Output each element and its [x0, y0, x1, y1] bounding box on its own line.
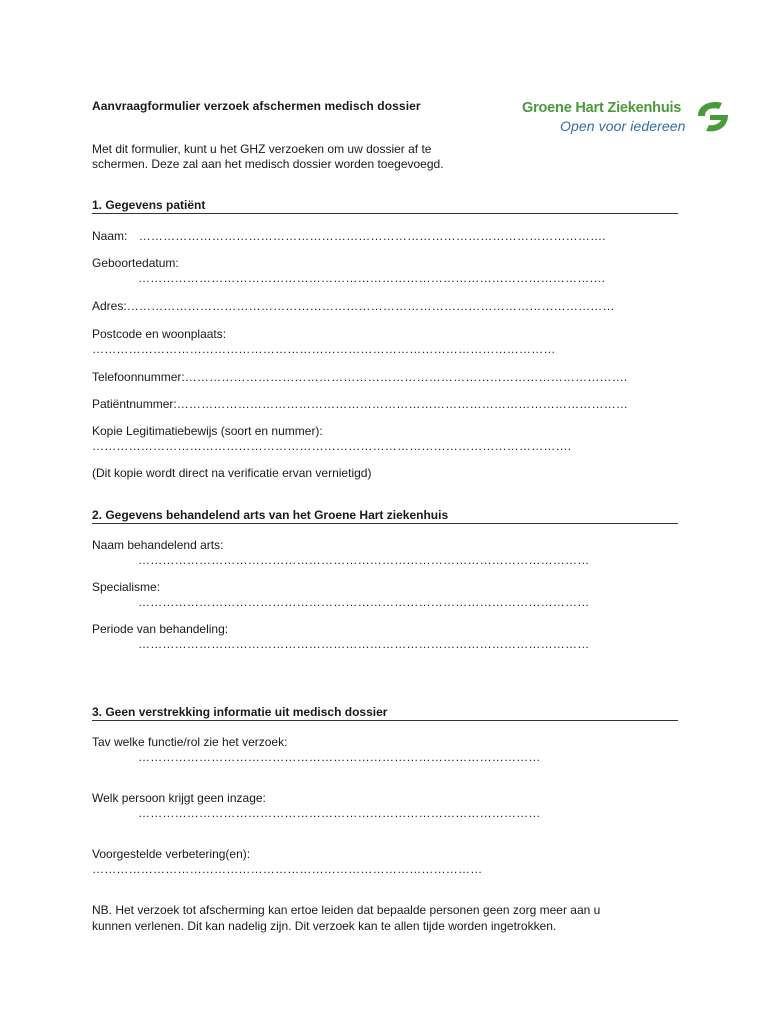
kopie-label: Kopie Legitimatiebewijs (soort en nummer):	[92, 424, 323, 438]
naam-field[interactable]: …………………………………………………………………………………………………….	[138, 229, 606, 243]
persoon-label: Welk persoon krijgt geen inzage:	[92, 791, 266, 805]
hospital-logo	[522, 96, 732, 140]
geboortedatum-label: Geboortedatum:	[92, 256, 179, 270]
persoon-field[interactable]: ………………………………………………………………………………………	[138, 806, 541, 820]
patientnummer-row	[92, 397, 628, 411]
verbetering-label: Voorgestelde verbetering(en):	[92, 847, 251, 861]
telefoon-field[interactable]: ……………………………………………………………………………………………….	[184, 370, 628, 384]
adres-field[interactable]: …………………………………………………………………………………………………………	[126, 299, 615, 313]
section-3-heading: 3. Geen verstrekking informatie uit medisch dossier	[92, 705, 678, 721]
adres-row	[92, 299, 615, 313]
patientnummer-field[interactable]: …………………………………………………………………………………………………	[176, 397, 629, 411]
section-2-heading: 2. Gegevens behandelend arts van het Groene Hart ziekenhuis	[92, 508, 678, 524]
patientnummer-label: Patiëntnummer:	[92, 397, 177, 411]
intro-line-1: Met dit formulier, kunt u het GHZ verzoeken om uw dossier af te	[92, 142, 432, 156]
arts-label: Naam behandelend arts:	[92, 538, 224, 552]
document-title: Aanvraagformulier verzoek afschermen medisch dossier	[92, 99, 421, 113]
naam-label: Naam:	[92, 229, 128, 243]
intro-text	[92, 142, 512, 172]
logo-tagline: Open voor iedereen	[560, 118, 686, 134]
postcode-label: Postcode en woonplaats:	[92, 327, 227, 341]
kopie-field[interactable]: ……………………………………………………………………………………………………….	[92, 439, 572, 453]
section-1-heading: 1. Gegevens patiënt	[92, 198, 678, 214]
geboortedatum-field[interactable]: …………………………………………………………………………………………………….	[138, 271, 606, 285]
arts-field[interactable]: …………………………………………………………………………………………………	[138, 553, 590, 567]
periode-field[interactable]: …………………………………………………………………………………………………	[138, 637, 590, 651]
specialisme-field[interactable]: …………………………………………………………………………………………………	[138, 595, 590, 609]
functie-label: Tav welke functie/rol zie het verzoek:	[92, 735, 288, 749]
ghz-logo-mark-icon	[690, 98, 732, 134]
logo-name: Groene Hart Ziekenhuis	[522, 100, 682, 116]
specialisme-label: Specialisme:	[92, 580, 161, 594]
note-line-2: kunnen verlenen. Dit kan nadelig zijn. Dit verzoek kan te allen tijde worden ingetrokken.	[92, 919, 557, 933]
verbetering-field[interactable]: ……………………………………………………………………………………	[92, 862, 483, 876]
disclaimer-note	[92, 902, 652, 934]
functie-field[interactable]: ………………………………………………………………………………………	[138, 750, 541, 764]
naam-row	[92, 229, 606, 243]
note-line-1: NB. Het verzoek tot afscherming kan ertoe leiden dat bepaalde personen geen zorg meer aan u	[92, 903, 601, 917]
intro-line-2: schermen. Deze zal aan het medisch dossier worden toegevoegd.	[92, 157, 444, 171]
postcode-field[interactable]: ……………………………………………………………………………………………………	[92, 342, 556, 356]
adres-label: Adres:	[92, 299, 127, 313]
periode-label: Periode van behandeling:	[92, 622, 229, 636]
kopie-note: (Dit kopie wordt direct na verificatie ervan vernietigd)	[92, 466, 372, 480]
telefoon-label: Telefoonnummer:	[92, 370, 185, 384]
telefoon-row	[92, 370, 627, 384]
